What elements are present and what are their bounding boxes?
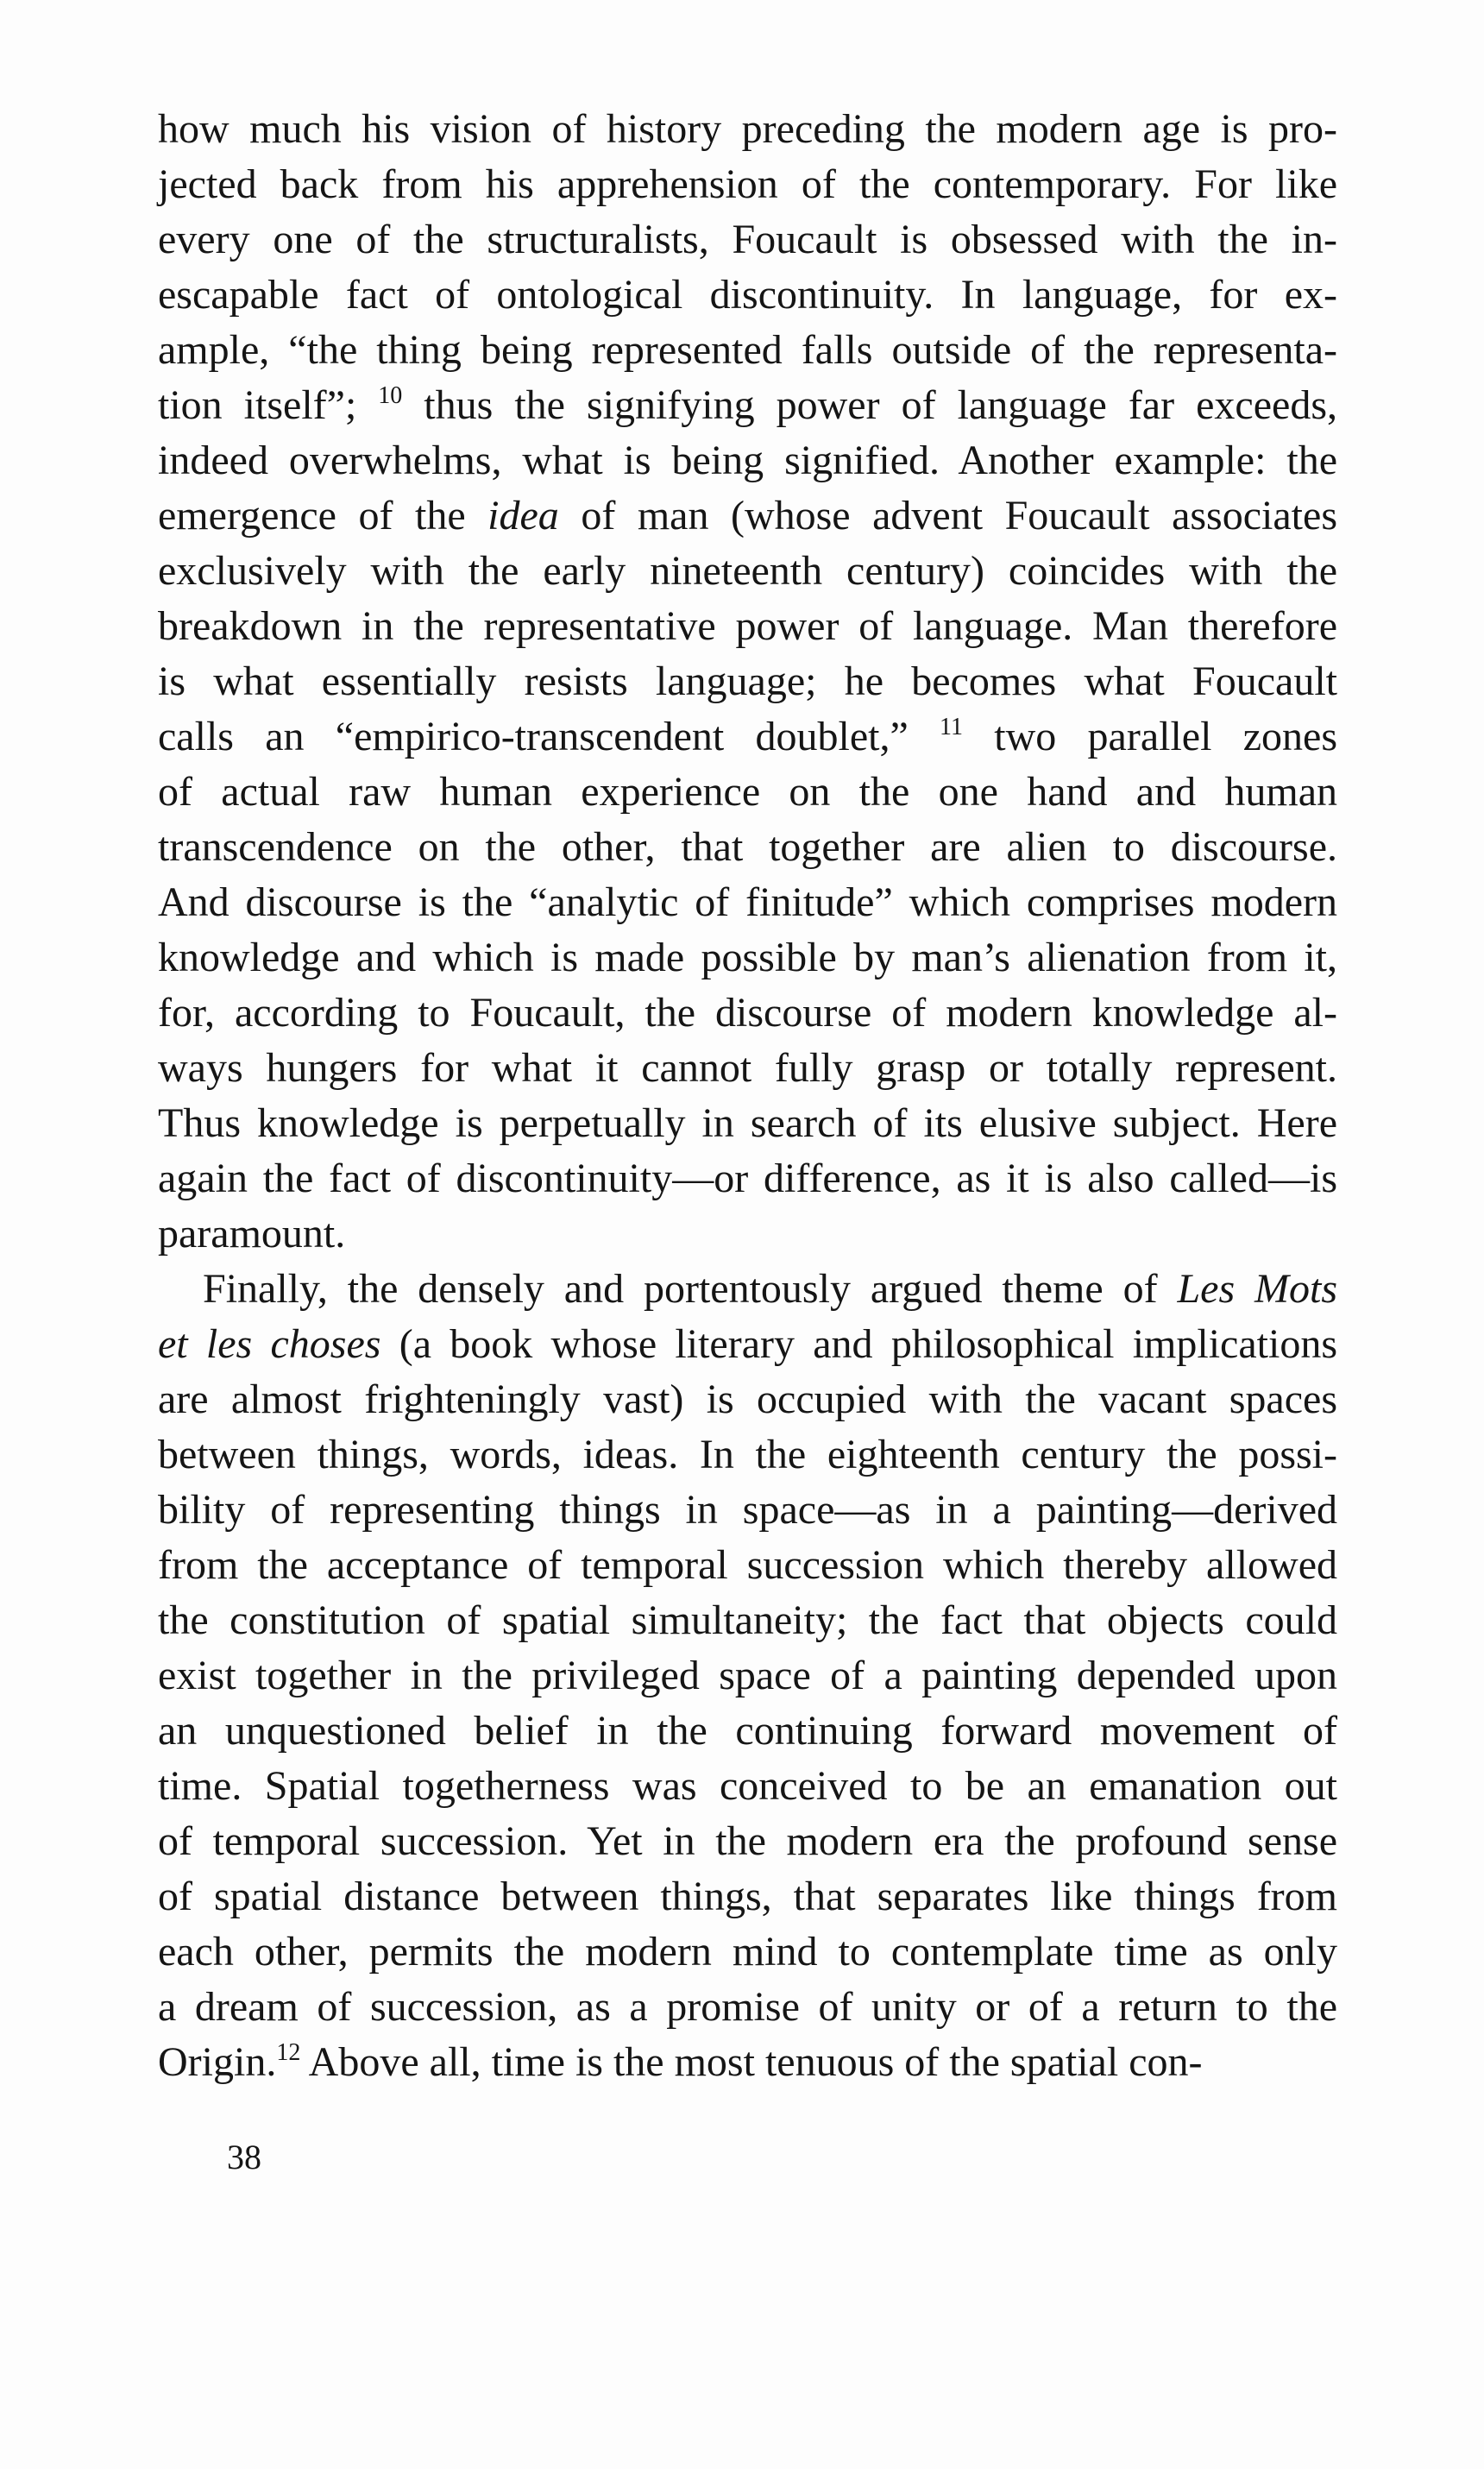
text-line: et les choses (a book whose literary and philosophical implications (158, 1321, 1338, 1367)
text-line: how much his vision of history preceding the modern age is pro- (158, 106, 1337, 152)
text-line: is what essentially resists language; he becomes what Foucault (158, 658, 1337, 704)
text-line: time. Spatial togetherness was conceived to be an emanation out (158, 1763, 1337, 1809)
footnote-ref: 11 (940, 714, 964, 740)
text-line: exist together in the privileged space of a painting depended upon (158, 1653, 1337, 1698)
italic-title: et les choses (158, 1321, 381, 1367)
text-line: a dream of succession, as a promise of unity or of a return to the (158, 1984, 1337, 2030)
text-line: of actual raw human experience on the one hand and human (158, 769, 1337, 815)
text-line: of temporal succession. Yet in the modern era the profound sense (158, 1818, 1337, 1864)
text-line: tion itself”; $^{10}$ thus the signifying power of language far exceeds, (158, 382, 1337, 428)
italic-title: idea (487, 493, 559, 539)
text-line: escapable fact of ontological discontinuity. In language, for ex- (158, 272, 1337, 318)
text-line: the constitution of spatial simultaneity; the fact that objects could (158, 1597, 1337, 1643)
text-line: ample, “the thing being represented falls outside of the representa- (158, 327, 1337, 373)
text-line: breakdown in the representative power of language. Man therefore (158, 603, 1337, 649)
text-line: exclusively with the early nineteenth century) coincides with the (158, 548, 1337, 594)
paragraph-2 (158, 1262, 1337, 2090)
text-line: an unquestioned belief in the continuing forward movement of (158, 1708, 1337, 1754)
text-line: for, according to Foucault, the discourse of modern knowledge al- (158, 990, 1337, 1036)
text-line: again the fact of discontinuity—or difference, as it is also called—is (158, 1156, 1337, 1201)
text-line: And discourse is the “analytic of finitude” which comprises modern (158, 879, 1337, 925)
text-line: indeed overwhelms, what is being signified. Another example: the (158, 438, 1337, 483)
paragraph-1 (158, 102, 1337, 1262)
text-line: jected back from his apprehension of the contemporary. For like (158, 161, 1337, 207)
page-number: 38 (227, 2138, 261, 2176)
footnote-ref: 10 (378, 382, 403, 409)
text-line: emergence of the idea of man (whose advent Foucault associates (158, 493, 1337, 539)
text-line: Origin.$^{12}$ Above all, time is the most tenuous of the spatial con- (158, 2039, 1203, 2085)
text-line: bility of representing things in space—as in a painting—derived (158, 1487, 1337, 1533)
text-line: calls an “empirico-transcendent doublet,” $^{11}$ two parallel zones (158, 714, 1337, 759)
text-line: Thus knowledge is perpetually in search of its elusive subject. Here (158, 1100, 1337, 1146)
text-line: every one of the structuralists, Foucault is obsessed with the in- (158, 217, 1337, 262)
text-line: knowledge and which is made possible by man’s alienation from it, (158, 935, 1337, 980)
text-line: from the acceptance of temporal succession which thereby allowed (158, 1542, 1337, 1588)
text-line: each other, permits the modern mind to contemplate time as only (158, 1929, 1337, 1975)
text-line: paramount. (158, 1211, 346, 1257)
text-line: ways hungers for what it cannot fully grasp or totally represent. (158, 1045, 1337, 1091)
italic-title: Les Mots (1177, 1266, 1337, 1312)
text-line: Finally, the densely and portentously argued theme of Les Mots (203, 1266, 1337, 1312)
text-line: of spatial distance between things, that separates like things from (158, 1874, 1337, 1919)
text-line: between things, words, ideas. In the eighteenth century the possi- (158, 1432, 1337, 1477)
text-line: are almost frighteningly vast) is occupied with the vacant spaces (158, 1376, 1337, 1422)
footnote-ref: 12 (276, 2039, 301, 2066)
text-line: transcendence on the other, that together are alien to discourse. (158, 824, 1337, 870)
body-text (158, 102, 1337, 2090)
